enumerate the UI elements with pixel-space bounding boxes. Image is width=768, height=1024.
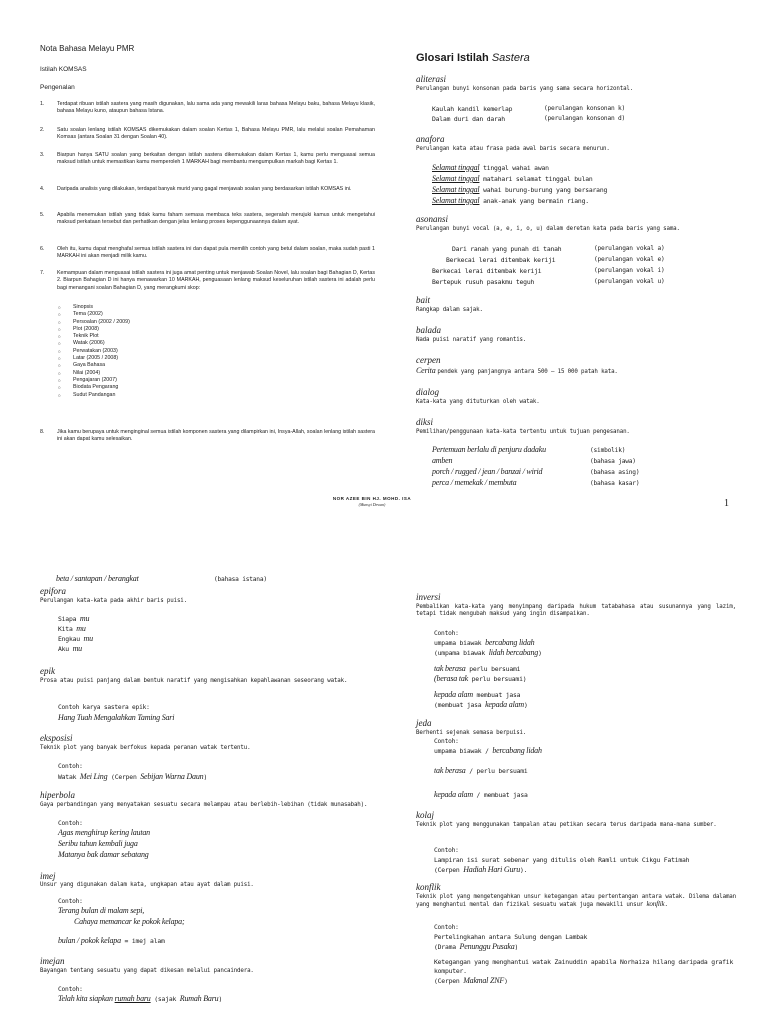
term-definition: Perulangan kata atau frasa pada awal baris secara menurun. xyxy=(416,146,610,152)
term-heading: jeda xyxy=(416,718,432,728)
example-line: Cahaya memancar ke pokok kelapa; xyxy=(74,917,185,926)
term-definition: Prosa atau puisi panjang dalam bentuk naratif yang mengisahkan kepahlawanan seseorang watak. xyxy=(40,678,348,684)
term-definition: Pemilihan/penggunaan kata-kata tertentu untuk tujuan pengesanan. xyxy=(416,429,630,435)
example-line: Selamat tinggal tinggal wahai awan xyxy=(432,163,549,172)
example-line: Berkecai lerai ditembak keriji xyxy=(446,256,556,264)
term-definition: Pembalikan kata-kata yang menyimpang daripada hukum tatabahasa atau susunannya yang lazim, tetapi tidak mengubah maksud yang ingin disampaikan. xyxy=(416,604,736,618)
example-note: (perulangan vokal i) xyxy=(594,267,665,274)
scope-list xyxy=(58,304,130,399)
example-note: (perulangan konsonan d) xyxy=(544,115,626,122)
example-label: Contoh: xyxy=(434,847,459,854)
example-line: Aku mu xyxy=(58,644,82,653)
term-heading: bait xyxy=(416,295,431,305)
list-item: ○ Sudut Pandangan xyxy=(58,392,130,399)
term-definition: Bayangan tentang sesuatu yang dapat dikesan melalui pancaindera. xyxy=(40,968,254,974)
term-heading: diksi xyxy=(416,417,433,427)
term-heading: anafora xyxy=(416,134,445,144)
term-heading: cerpen xyxy=(416,355,441,365)
example-line: (Cerpen Hadiah Hari Guru). xyxy=(434,865,528,874)
example-line: Agas menghirup kering lautan xyxy=(58,828,150,837)
term-heading: balada xyxy=(416,325,442,335)
example-note: (perulangan vokal a) xyxy=(594,245,665,252)
list-item: ○ Biodata Pengarang xyxy=(58,384,130,391)
example-label: Contoh: xyxy=(58,898,83,905)
list-item: ○ Sinopsis xyxy=(58,304,130,311)
example-note: (bahasa jawa) xyxy=(590,458,636,465)
document-page-2 xyxy=(0,520,768,1024)
example-line: Bertepuk rusuh pasakmu teguh xyxy=(432,278,535,286)
glossary-title: Glosari Istilah Sastera xyxy=(416,52,530,64)
example-line: Siapa mu xyxy=(58,614,90,623)
example-note: (bahasa kasar) xyxy=(590,480,640,487)
term-heading: dialog xyxy=(416,387,440,397)
example-label: Contoh: xyxy=(434,630,459,637)
section-heading: Pengenalan xyxy=(40,84,75,91)
example-line: Dalam duri dan darah xyxy=(432,115,505,123)
example-label: Contoh: xyxy=(58,986,83,993)
example-line: kepada alam / membuat jasa xyxy=(434,790,528,799)
list-item: ○ Watak (2006) xyxy=(58,340,130,347)
example-note: (simbolik) xyxy=(590,447,626,454)
example-line: Seribu tahun kembali juga xyxy=(58,839,138,848)
term-definition: Rangkap dalam sajak. xyxy=(416,307,483,313)
document-subtitle: Istilah KOMSAS xyxy=(40,66,87,73)
term-definition: Perulangan kata-kata pada akhir baris puisi. xyxy=(40,598,187,604)
list-item: ○ Plot (2008) xyxy=(58,326,130,333)
example-line: Lampiran isi surat sebenar yang ditulis oleh Ramli untuk Cikgu Fatimah xyxy=(434,856,690,864)
example-line: Berkecai lerai ditembak keriji xyxy=(432,267,542,275)
document-title: Nota Bahasa Melayu PMR xyxy=(40,44,135,53)
example-line: Selamat tinggal matahari selamat tinggal bulan xyxy=(432,174,593,183)
example-label: Contoh: xyxy=(434,924,459,931)
example-line: Pertelingkahan antara Sulung dengan Lambak xyxy=(434,933,588,941)
example-line: Engkau mu xyxy=(58,634,93,643)
list-item: ○ Latar (2005 / 2008) xyxy=(58,355,130,362)
term-heading: eksposisi xyxy=(40,733,73,743)
example-line: bulan / pokok kelapa = imej alam xyxy=(58,936,165,945)
example-line: Kita mu xyxy=(58,624,86,633)
term-definition: Teknik plot yang banyak berfokus kepada peranan watak tertentu. xyxy=(40,745,251,751)
example-line: Telah kita siapkan rumah baru (sajak Rumah Baru) xyxy=(58,994,223,1003)
example-line: beta / santapan / berangkat xyxy=(56,574,139,583)
example-line: Ketegangan yang menghantui watak Zainuddin apabila Norhaiza hilang daripada grafik komputer. xyxy=(434,958,734,975)
example-line: amben xyxy=(432,456,453,465)
list-item: ○ Teknik Plot xyxy=(58,333,130,340)
example-note: (perulangan vokal u) xyxy=(594,278,665,285)
example-line: (Drama Penunggu Pusaka) xyxy=(434,942,519,951)
example-line: (membuat jasa kepada alam) xyxy=(434,700,528,709)
example-line: Dari ranah yang punah di tanah xyxy=(452,245,562,253)
example-label: Contoh karya sastera epik: xyxy=(58,704,150,711)
example-line: Selamat tinggal wahai burung-burung yang bersarang xyxy=(432,185,608,194)
example-note: (bahasa asing) xyxy=(590,469,640,476)
term-definition: Cerita pendek yang panjangnya antara 500 – 15 000 patah kata. xyxy=(416,366,618,375)
document-page-1: Nota Bahasa Melayu PMR Istilah KOMSAS Pengenalan 1. Terdapat ribuan istilah sastera yang masih digunakan, lalu sama ada yang mewakili laras bahasa Melayu baku, bahasa Melayu klasik, bahasa Melayu kuno, ataupun bahasa Istana. 2. Satu soalan lenlang istilah KOMSAS dikemukakan dalam soalan Kertas 1, Bahasa Melayu PMR, lalu melalui soalan Pemahaman Komsas (antara Soalan 31 dengan Soalan 40). 3. Biarpun hanya SATU soalan yang berkaitan dengan istilah sastera dikemukakan dalam Kertas 1, kamu perlu menguasai semua maksud istilah untuk memastikan kamu memperoleh 1 MARKAH bagi membantu mengumpulkan markah bagi Kertas 1. 4. Daripada analisis yang dilakukan, terdapat banyak murid yang gagal menjawab soalan yang berdasarkan istilah KOMSAS ini. 5. Apabila menemukan istilah yang tidak kamu faham semasa membaca teks sastera, segeralah merujuki kamus untuk mengetahui maksud perkataan tersebut dan perhatikan dengan jelas lenlang proses kepenggunaannya dalam ayat. 6. Oleh itu, kamu dapat menghafal semua istilah sastera ini dan dapat pula memilih contoh yang betul dalam soalan, maka sudah pasti 1 MARKAH ini akan menjadi milik kamu. 7. Kemampuan dalam menguasai istilah sastera ini juga amat penting untuk menjawab Soalan Novel, lalu soalan bagi Bahagian D, Kertas 2. Biarpun Bahagian D ini hanya menawarkan 10 MARKAH, penguasaan lenlang maksud keseluruhan istilah sastera ini adalah perlu bagi menangani soalan Bahagian D, yang merangkumi skop: ○ Sinopsis ○ Tema (2002) ○ Persoalan (2002 / 2009) ○ Plot (2008) ○ Teknik Plot ○ Watak (2006) ○ Perwatakan (2003) ○ Latar (2005 / 2008) ○ Gaya Bahasa ○ Nilai (2004) ○ Pengajaran (2007) ○ Biodata Pengarang ○ Sudut Pandangan 8. Jika kamu berupaya untuk menginginal semua istilah komponen sastera yang dilampirkan ini, Insya-Allah, soalan lenlang istilah sastera ini akan dapat kamu selesaikan. Glosari Istilah Sastera aliterasi Perulangan bunyi konsonan pada baris yang sama secara horizontal. Kaulah kandil kemerlap (perulangan konsonan k) Dalam duri dan darah (perulangan konsonan d) anafora Perulangan kata atau frasa pada awal baris secara menurun. Selamat tinggal tinggal wahai awan Selamat tinggal matahari selamat tinggal bulan Selamat tinggal wahai burung-burung yang bersarang Selamat tinggal anak-anak yang bermain riang. asonansi Perulangan bunyi vocal (a, e, i, o, u) dalam deretan kata pada baris yang sama. Dari ranah yang punah di tanah (perulangan vokal a) Berkecai lerai ditembak keriji (perulangan vokal e) Berkecai lerai ditembak keriji (perulangan vokal i) Bertepuk rusuh pasakmu teguh (perulangan vokal u) bait Rangkap dalam sajak. balada Nada puisi naratif yang romantis. cerpen Cerita pendek yang panjangnya antara 500 – 15 000 patah kata. dialog Kata-kata yang dituturkan oleh watak. diksi Pemilihan/penggunaan kata-kata tertentu untuk tujuan pengesanan. Pertemuan berlalu di penjuru dadaku (simbolik) amben (bahasa jawa) porch / rugged / jean / banzai / wirid (bahasa asing) perca / memekak / membuta (bahasa kasar) NOR AZEE BIN HJ. MOHD. ISA (Munsyi Dewan) 1 xyxy=(0,0,768,520)
example-note: (bahasa istana) xyxy=(214,576,267,583)
example-line: Matanya bak damar sebatang xyxy=(58,850,149,859)
term-definition: Perulangan bunyi konsonan pada baris yang sama secara horizontal. xyxy=(416,86,634,92)
example-line: tak berasa perlu bersuami xyxy=(434,664,521,673)
example-line: porch / rugged / jean / banzai / wirid xyxy=(432,467,543,476)
term-heading: imejan xyxy=(40,956,65,966)
term-definition: Gaya perbandingan yang menyatakan sesuatu secara melampau atau berlebih-lebihan (tidak munasabah). xyxy=(40,802,368,808)
term-heading: epifora xyxy=(40,586,66,596)
term-definition: Unsur yang digunakan dalam kata, ungkapan atau ayat dalam puisi. xyxy=(40,882,254,888)
example-line: umpama biawak / bercabang lidah xyxy=(434,746,542,755)
term-definition: Teknik plot yang mengetengahkan unsur ketegangan atau pertentangan antara watak. Dilema dalaman yang menghantui mental dan fizikal sesuatu watak juga mewakili unsur konflik. xyxy=(416,894,736,909)
example-line: Pertemuan berlalu di penjuru dadaku xyxy=(432,445,546,454)
example-line: kepada alam membuat jasa xyxy=(434,690,521,699)
example-line: (berasa tak perlu bersuami) xyxy=(434,674,527,683)
author-title: (Munsyi Dewan) xyxy=(358,502,386,507)
term-heading: epik xyxy=(40,666,55,676)
example-line: (Cerpen Makmal ZNF) xyxy=(434,976,508,985)
example-line: Selamat tinggal anak-anak yang bermain riang. xyxy=(432,196,589,205)
example-line: perca / memekak / membuta xyxy=(432,478,517,487)
term-heading: aliterasi xyxy=(416,74,447,84)
term-definition: Teknik plot yang menggunakan tampalan atau petikan secara terus daripada mana-mana sumber. xyxy=(416,822,717,828)
list-item: ○ Pengajaran (2007) xyxy=(58,377,130,384)
example-label: Contoh: xyxy=(58,763,83,770)
term-heading: asonansi xyxy=(416,214,449,224)
example-line: (umpama biawak lidah bercabang) xyxy=(434,648,542,657)
term-definition: Nada puisi naratif yang romantis. xyxy=(416,337,527,343)
term-definition: Berhenti sejenak semasa berpuisi. xyxy=(416,730,527,736)
example-line: umpama biawak bercabang lidah xyxy=(434,638,535,647)
example-label: Contoh: xyxy=(58,820,83,827)
list-item: ○ Persoalan (2002 / 2009) xyxy=(58,319,130,326)
example-label: Contoh: xyxy=(434,738,459,745)
example-line: Terang bulan di malam sepi, xyxy=(58,906,145,915)
example-line: tak berasa / perlu bersuami xyxy=(434,766,528,775)
example-note: (perulangan vokal e) xyxy=(594,256,665,263)
term-heading: hiperbola xyxy=(40,790,75,800)
list-item: ○ Perwatakan (2003) xyxy=(58,348,130,355)
term-heading: inversi xyxy=(416,592,441,602)
term-heading: konflik xyxy=(416,882,441,892)
list-item: ○ Tema (2002) xyxy=(58,311,130,318)
example-note: (perulangan konsonan k) xyxy=(544,105,626,112)
term-definition: Perulangan bunyi vocal (a, e, i, o, u) dalam deretan kata pada baris yang sama. xyxy=(416,226,680,232)
page-number: 1 xyxy=(724,498,729,509)
list-item: ○ Gaya Bahasa xyxy=(58,362,130,369)
example-line: Kaulah kandil kemerlap xyxy=(432,105,513,113)
term-definition: Kata-kata yang dituturkan oleh watak. xyxy=(416,399,540,405)
term-heading: kolaj xyxy=(416,810,434,820)
example-line: Hang Tuah Mengalahkan Taming Sari xyxy=(58,713,175,722)
example-line: Watak Mei Ling (Cerpen Sebijan Warna Daun) xyxy=(58,772,208,781)
list-item: ○ Nilai (2004) xyxy=(58,370,130,377)
term-heading: imej xyxy=(40,871,56,881)
author-name: NOR AZEE BIN HJ. MOHD. ISA xyxy=(332,496,412,501)
